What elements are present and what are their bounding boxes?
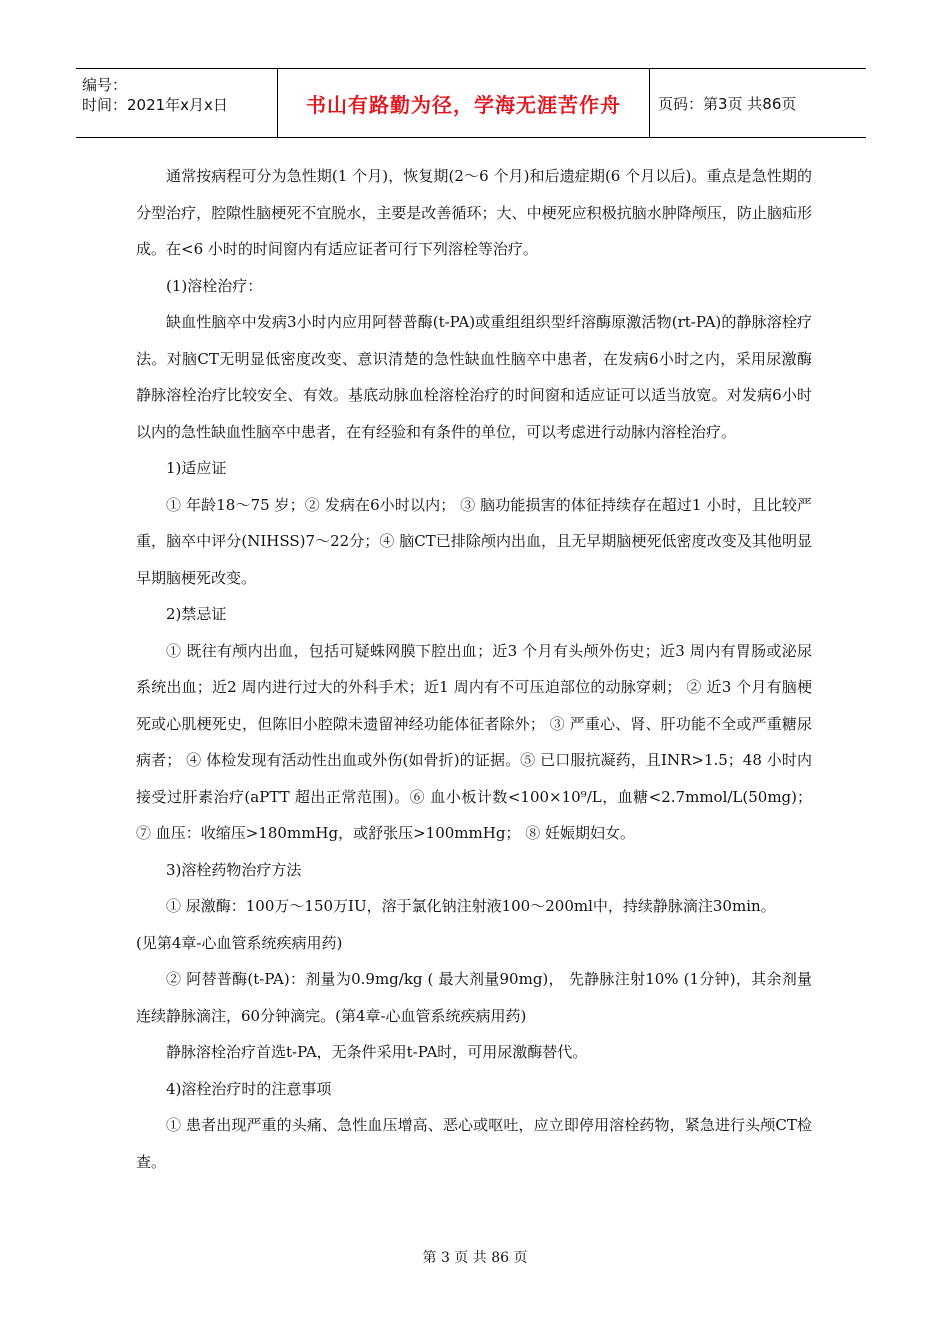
paragraph-intro: 通常按病程可分为急性期(1 个月)，恢复期(2～6 个月)和后遗症期(6 个月以后)。重点是急性期的分型治疗，腔隙性脑梗死不宜脱水，主要是改善循环；大、中梗死应积极抗脑水肿降颅压，防止脑疝形成。在<6 小时的时间窗内有适应证者可行下列溶栓等治疗。 bbox=[136, 167, 812, 258]
section-heading-thrombolysis: (1)溶栓治疗： bbox=[166, 276, 263, 295]
paragraph-precautions: ① 患者出现严重的头痛、急性血压增高、恶心或呕吐，应立即停用溶栓药物，紧急进行头颅CT检查。 bbox=[136, 1116, 812, 1171]
paragraph-alteplase: ② 阿替普酶(t-PA)：剂量为0.9mg/kg ( 最大剂量90mg)， 先静脉注射10% (1分钟)，其余剂量连续静脉滴注，60分钟滴完。(第4章-心血管系统疾病用药) bbox=[136, 970, 812, 1025]
header-meta bbox=[76, 69, 278, 137]
header-page-info: 页码：第3页 共86页 bbox=[658, 94, 797, 113]
subheading-precautions: 4)溶栓治疗时的注意事项 bbox=[166, 1079, 332, 1098]
page-footer: 第 3 页 共 86 页 bbox=[422, 1250, 528, 1266]
document-number-label: 编号： bbox=[82, 76, 128, 94]
document-date-label: 时间：2021年x月x日 bbox=[82, 96, 228, 114]
header-motto: 书山有路勤为径，学海无涯苦作舟 bbox=[278, 69, 650, 137]
paragraph-first-choice: 静脉溶栓治疗首选t-PA，无条件采用t-PA时，可用尿激酶替代。 bbox=[166, 1043, 588, 1061]
subheading-drug-methods: 3)溶栓药物治疗方法 bbox=[166, 860, 302, 879]
paragraph-urokinase-reference: (见第4章-心血管系统疾病用药) bbox=[136, 933, 343, 952]
paragraph-indications: ① 年龄18～75 岁；② 发病在6小时以内； ③ 脑功能损害的体征持续存在超过1 小时，且比较严重，脑卒中评分(NIHSS)7～22分；④ 脑CT已排除颅内出血，且无早期脑梗死低密度改变及其他明显早期脑梗死改变。 bbox=[136, 495, 812, 587]
subheading-contraindications: 2)禁忌证 bbox=[166, 605, 227, 623]
document-body bbox=[136, 158, 812, 1180]
paragraph-urokinase: ① 尿激酶：100万～150万IU，溶于氯化钠注射液100～200ml中，持续静脉滴注30min。 bbox=[166, 897, 776, 915]
page-header bbox=[76, 68, 866, 138]
subheading-indications: 1)适应证 bbox=[166, 459, 227, 477]
paragraph-thrombolysis: 缺血性脑卒中发病3小时内应用阿替普酶(t-PA)或重组组织型纤溶酶原激活物(rt-PA)的静脉溶栓疗法。对脑CT无明显低密度改变、意识清楚的急性缺血性脑卒中患者，在发病6小时之内，采用尿激酶静脉溶栓治疗比较安全、有效。基底动脉血栓溶栓治疗的时间窗和适应证可以适当放宽。对发病6小时以内的急性缺血性脑卒中患者，在有经验和有条件的单位，可以考虑进行动脉内溶栓治疗。 bbox=[136, 313, 812, 441]
paragraph-contraindications: ① 既往有颅内出血，包括可疑蛛网膜下腔出血；近3 个月有头颅外伤史；近3 周内有胃肠或泌尿系统出血；近2 周内进行过大的外科手术；近1 周内有不可压迫部位的动脉穿刺； ② 近3 个月有脑梗死或心肌梗死史，但陈旧小腔隙未遗留神经功能体征者除外； ③ 严重心、肾、肝功能不全或严重糖尿病者； ④ 体检发现有活动性出血或外伤(如骨折)的证据。⑤ 已口服抗凝药，且INR>1.5；48 小时内接受过肝素治疗(aPTT 超出正常范围)。⑥ 血小板计数<100×10⁹/L，血糖<2.7mmol/L(50mg)； ⑦ 血压：收缩压>180mmHg，或舒张压>100mmHg； ⑧ 妊娠期妇女。 bbox=[136, 641, 812, 842]
